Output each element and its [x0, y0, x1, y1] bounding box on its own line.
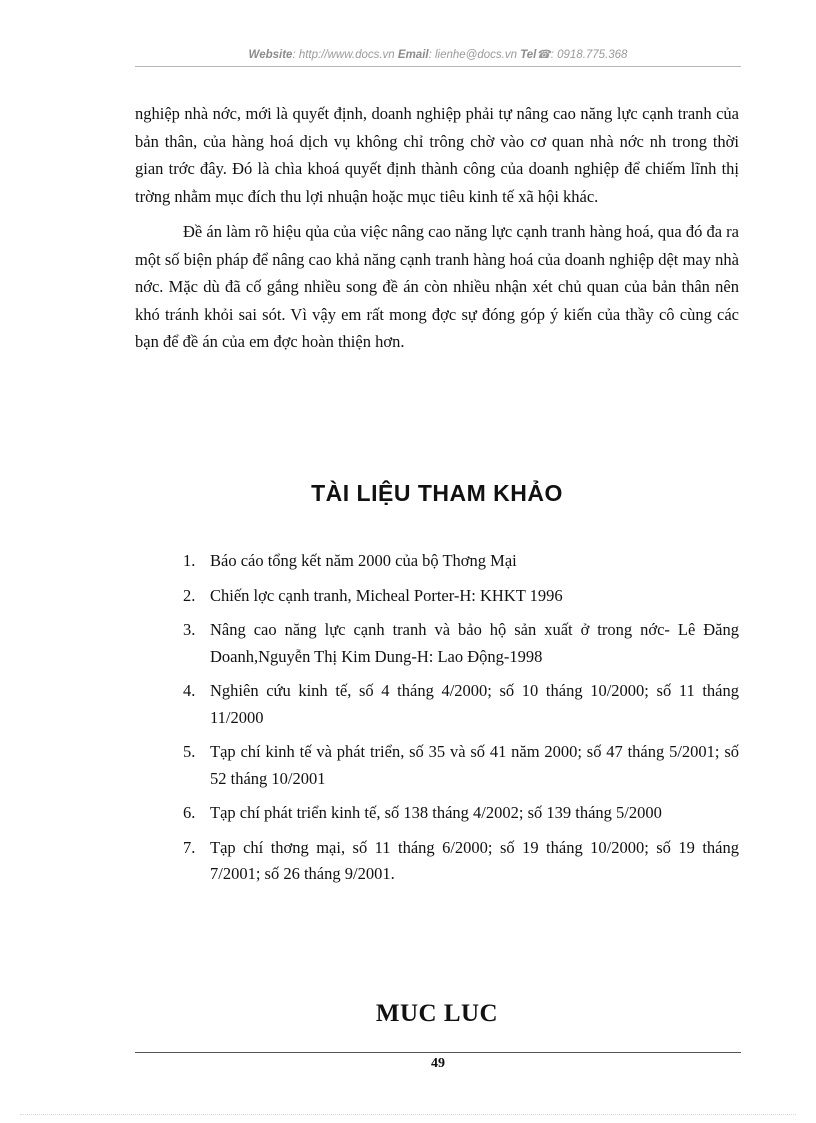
paragraph: nghiệp nhà nớc, mới là quyết định, doanh nghiệp phải tự nâng cao năng lực cạnh tranh của bản thân, của hàng hoá dịch vụ không chỉ trông chờ vào cơ quan nhà nớc nh trong thời gian trớc đây. Đó là chìa khoá quyết định thành công của doanh nghiệp để chiếm lĩnh thị trờng nhằm mục đích thu lợi nhuận hoặc mục tiêu kinh tế xã hội khác.: [135, 104, 739, 206]
reference-text: Nghiên cứu kinh tế, số 4 tháng 4/2000; số 10 tháng 10/2000; số 11 tháng 11/2000: [210, 681, 739, 727]
header-divider: [135, 66, 741, 67]
reference-number: 1.: [183, 551, 196, 570]
reference-item: [183, 835, 739, 888]
reference-text: Chiến lợc cạnh tranh, Micheal Porter-H: KHKT 1996: [210, 585, 563, 605]
reference-number: 7.: [183, 837, 196, 857]
paragraph: Đề án làm rõ hiệu qủa của việc nâng cao năng lực cạnh tranh hàng hoá, qua đó đa ra một số biện pháp để nâng cao khả năng cạnh tranh hàng hoá của doanh nghiệp dệt may nhà nớc. Mặc dù đã cố gắng nhiều song đề án còn nhiều nhận xét chủ quan của bản thân nên khó tránh khỏi sai sót. Vì vậy em rất mong đợc sự đóng góp ý kiến của thầy cô cùng các bạn để đề án của em đợc hoàn thiện hơn.: [135, 222, 739, 351]
reference-text: Tạp chí kinh tế và phát triển, số 35 và số 41 năm 2000; số 47 tháng 5/2001; số 52 tháng 10/2001: [210, 742, 739, 788]
reference-number: 6.: [183, 803, 196, 822]
tel-label: Tel: [520, 49, 537, 61]
reference-item: [183, 617, 739, 670]
reference-text: Tạp chí thơng mại, số 11 tháng 6/2000; số 19 tháng 10/2000; số 19 tháng 7/2001; số 26 tháng 9/2001.: [210, 837, 739, 883]
reference-number: 4.: [183, 681, 196, 700]
reference-text: Nâng cao năng lực cạnh tranh và bảo hộ sản xuất ở trong nớc- Lê Đăng Doanh,Nguyễn Thị Kim Dung-H: Lao Động-1998: [210, 620, 739, 666]
reference-item: [183, 739, 739, 792]
reference-item: [183, 548, 739, 575]
website-label: Website: [248, 49, 293, 61]
reference-item: [183, 800, 739, 827]
references-list: [183, 548, 739, 896]
website-value[interactable]: : http://www.docs.vn: [292, 49, 395, 61]
tel-value: ☎: 0918.775.368: [536, 49, 628, 61]
reference-number: 3.: [183, 620, 196, 639]
toc-title: MUC LUC: [375, 1000, 499, 1027]
references-title: TÀI LIỆU THAM KHẢO: [311, 480, 563, 506]
reference-number: 2.: [183, 585, 196, 605]
email-label: Email: [397, 49, 429, 61]
reference-item: [183, 678, 739, 731]
footer-divider: [135, 1052, 741, 1053]
reference-number: 5.: [183, 742, 196, 761]
reference-item: [183, 583, 739, 610]
body-text: [135, 100, 739, 364]
email-value[interactable]: : lienhe@docs.vn: [428, 49, 517, 61]
page-number: 49: [431, 1056, 445, 1071]
reference-text: Tạp chí phát triển kinh tế, số 138 tháng 4/2002; số 139 tháng 5/2000: [210, 803, 662, 822]
page-bottom-border: [20, 1114, 796, 1115]
page-header: [135, 47, 741, 61]
reference-text: Báo cáo tổng kết năm 2000 của bộ Thơng Mại: [210, 551, 517, 570]
